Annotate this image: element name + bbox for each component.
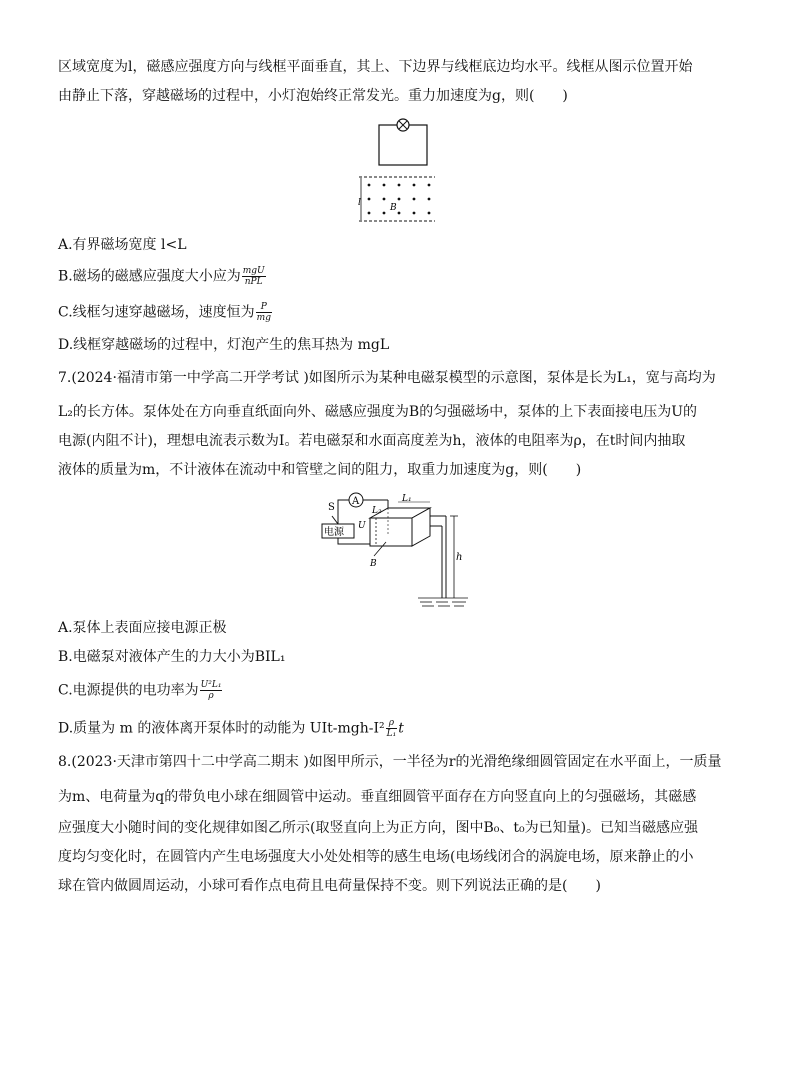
q7-label-ammeter: A (352, 496, 360, 507)
q7-option-c (58, 680, 223, 701)
q7-figure (318, 488, 470, 612)
q7-stem-line-4: 液体的质量为m，不计液体在流动中和管壁之间的阻力，取重力加速度为g，则( ) (58, 462, 582, 478)
q6-option-c (58, 302, 273, 323)
q6-option-c-fraction: $\frac{P}{mg}$ (256, 302, 271, 323)
q6-stem-line-2: 由静止下落，穿越磁场的过程中，小灯泡始终正常发光。重力加速度为g，则( ) (58, 88, 568, 104)
q6-label-B: B (390, 203, 397, 213)
switch-lever (332, 516, 338, 524)
q7-option-c-text: C.电源提供的电功率为 (58, 682, 199, 699)
q6-option-b-fraction: $\frac{\text{mgU}}{\text{nPL}}$ (242, 266, 265, 287)
q7-option-d-fraction: $\frac{\rho}{\text{L₁}}$ (386, 718, 397, 739)
q7-option-d (58, 718, 404, 739)
q7-option-b: B.电磁泵对液体产生的力大小为BIL₁ (58, 649, 286, 665)
q7-label-L1: L₁ (402, 494, 412, 504)
water-surface (418, 598, 468, 606)
q6-label-l: l (358, 198, 361, 208)
q7-option-d-text: D.质量为 m 的液体离开泵体时的动能为 UIt-mgh-I² (58, 720, 385, 737)
q8-stem-line-4: 度均匀变化时，在圆管内产生电场强度大小处处相等的感生电场(电场线闭合的涡旋电场，原来静止的小 (58, 849, 694, 865)
q7-label-U: U (358, 521, 366, 531)
q7-stem-line-3: 电源(内阻不计)，理想电流表示数为I。若电磁泵和水面高度差为h，液体的电阻率为ρ，在t时间内抽取 (58, 433, 686, 449)
q7-label-B: B (370, 559, 377, 569)
q6-stem-line-1: 区域宽度为l，磁感应强度方向与线框平面垂直，其上、下边界与线框底边均水平。线框从图示位置开始 (58, 59, 693, 75)
q6-option-b (58, 266, 267, 287)
q7-option-a: A.泵体上表面应接电源正极 (58, 620, 227, 636)
q7-stem-line-1: 7.(2024·福清市第一中学高二开学考试 )如图所示为某种电磁泵模型的示意图，泵体是长为L₁，宽与高均为 (58, 370, 716, 386)
q7-label-switch: S (328, 502, 335, 513)
q8-stem-line-3: 应强度大小随时间的变化规律如图乙所示(取竖直向上为正方向，图中B₀、t₀为已知量)。已知当磁感应强 (58, 820, 699, 836)
field-dots (368, 184, 431, 215)
q7-option-d-suffix: t (398, 720, 404, 737)
q7-stem-line-2: L₂的长方体。泵体处在方向垂直纸面向外、磁感应强度为B的匀强磁场中，泵体的上下表面接电压为U的 (58, 404, 697, 420)
q7-label-L2: L₂ (372, 506, 382, 516)
q6-option-c-text: C.线框匀速穿越磁场，速度恒为 (58, 304, 255, 321)
q7-option-c-fraction: $\frac{\text{U²L₁}}{\rho}$ (200, 680, 222, 701)
q7-label-h: h (456, 552, 463, 563)
q6-option-d: D.线框穿越磁场的过程中，灯泡产生的焦耳热为 mgL (58, 337, 390, 353)
q7-label-source: 电源 (324, 527, 344, 538)
q6-option-b-text: B.磁场的磁感应强度大小应为 (58, 268, 241, 285)
q8-stem-line-5: 球在管内做圆周运动，小球可看作点电荷且电荷量保持不变。则下列说法正确的是( ) (58, 878, 601, 894)
q6-option-a: A.有界磁场宽度 l<L (58, 237, 187, 253)
q6-figure (355, 115, 445, 227)
q8-stem-line-1: 8.(2023·天津市第四十二中学高二期末 )如图甲所示，一半径为r的光滑绝缘细圆管固定在水平面上，一质量 (58, 754, 722, 770)
q8-stem-line-2: 为m、电荷量为q的带负电小球在细圆管中运动。垂直细圆管平面存在方向竖直向上的匀强磁场，其磁感 (58, 789, 697, 805)
